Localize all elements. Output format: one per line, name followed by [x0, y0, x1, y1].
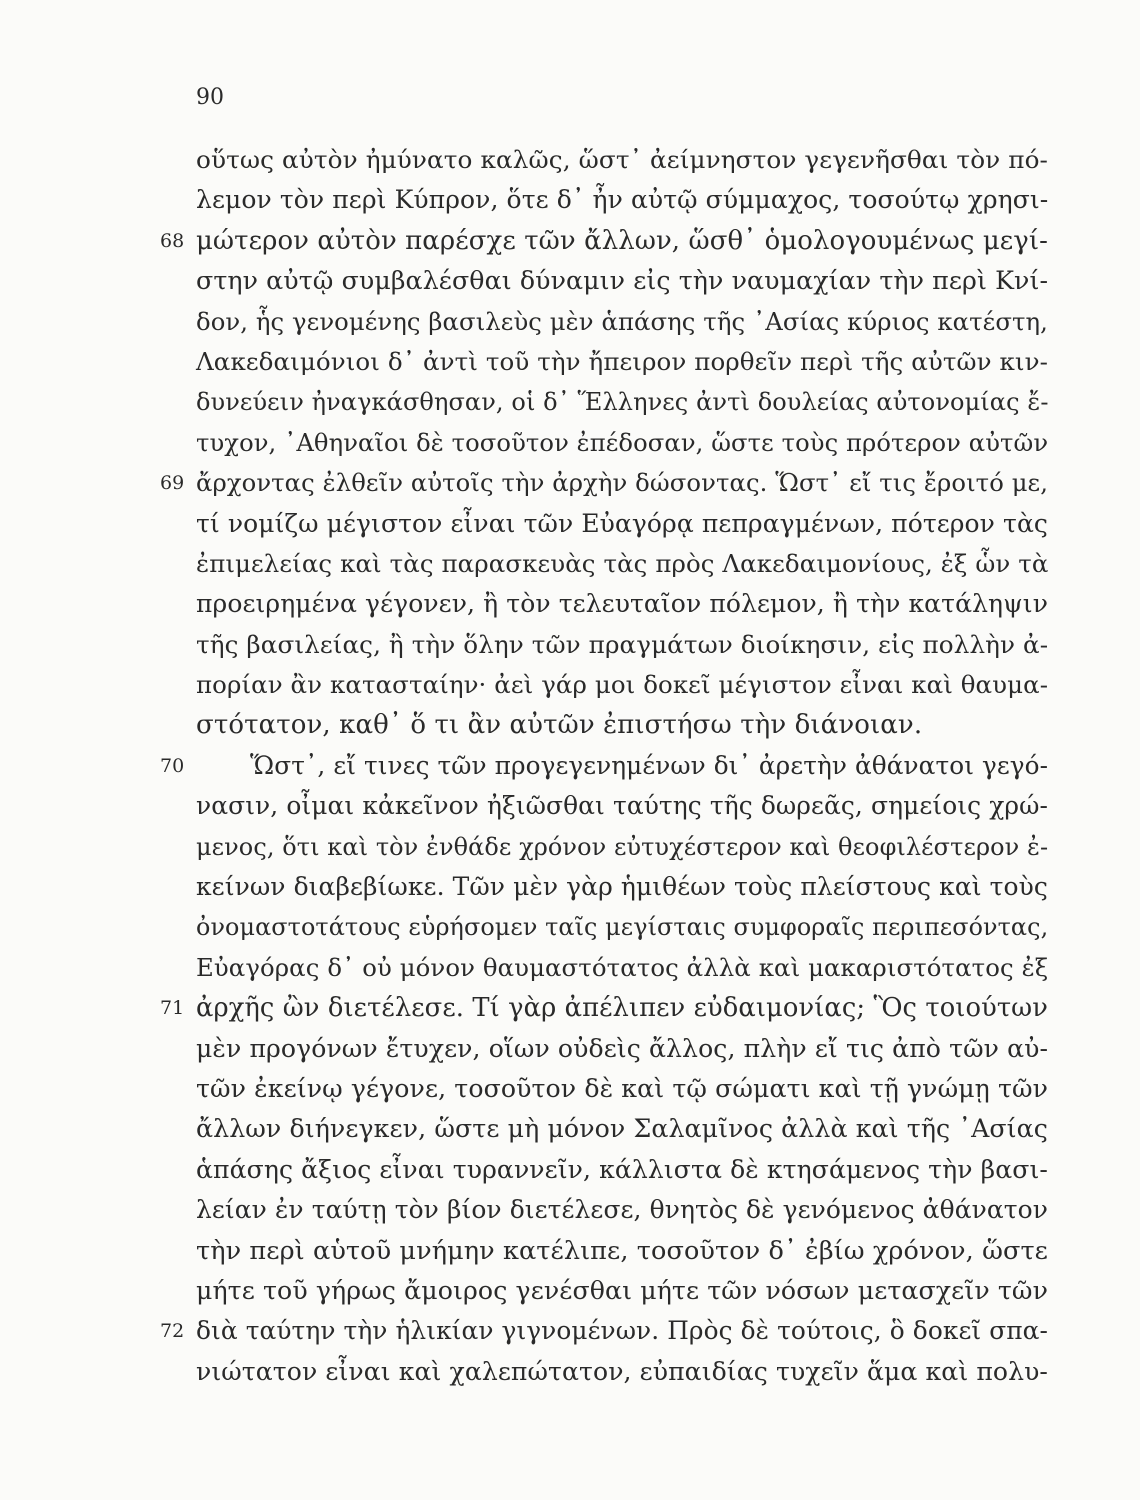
line-text: νασιν, οἶμαι κἀκεῖνον ἠξιῶσθαι ταύτης τῆς δωρεᾶς, σημείοις χρώ- — [196, 791, 1048, 821]
text-line — [196, 705, 1048, 745]
text-line — [196, 1231, 1048, 1271]
text-line — [196, 1271, 1048, 1311]
line-text: μώτερον αὐτὸν παρέσχε τῶν ἄλλων, ὥσθ᾽ ὁμολογουμένως μεγί- — [196, 225, 1048, 256]
text-line — [196, 867, 1048, 907]
line-text: Ὥστ᾽, εἴ τινες τῶν προγεγενημένων δι᾽ ἀρετὴν ἀθάνατοι γεγό- — [250, 750, 1049, 780]
section-number: 72 — [160, 1320, 185, 1343]
text-line — [196, 504, 1048, 544]
text-line — [196, 584, 1048, 624]
line-text: μὲν προγόνων ἔτυχεν, οἵων οὐδεὶς ἄλλος, πλὴν εἴ τις ἀπὸ τῶν αὐ- — [196, 1033, 1049, 1063]
text-line — [160, 463, 1049, 503]
section-number: 68 — [160, 229, 185, 252]
text-line — [196, 423, 1048, 463]
text-line — [196, 907, 1048, 947]
line-text: τυχον, ᾽Αθηναῖοι δὲ τοσοῦτον ἐπέδοσαν, ὥστε τοὺς πρότερον αὐτῶν — [196, 428, 1049, 457]
text-line — [196, 786, 1048, 826]
line-text: μενος, ὅτι καὶ τὸν ἐνθάδε χρόνον εὐτυχέστερον καὶ θεοφιλέστερον ἐ- — [196, 832, 1049, 861]
section-number: 71 — [160, 997, 185, 1020]
line-text: ἁπάσης ἄξιος εἶναι τυραννεῖν, κάλλιστα δὲ κτησάμενος τὴν βασι- — [196, 1154, 1048, 1184]
line-text: μήτε τοῦ γήρως ἄμοιρος γενέσθαι μήτε τῶν νόσων μετασχεῖν τῶν — [196, 1275, 1048, 1305]
text-line — [196, 625, 1048, 665]
line-text: πορίαν ἂν κατασταίην· ἀεὶ γάρ μοι δοκεῖ μέγιστον εἶναι καὶ θαυμα- — [196, 670, 1049, 700]
line-text: τῆς βασιλείας, ἢ τὴν ὅλην τῶν πραγμάτων διοίκησιν, εἰς πολλὴν ἀ- — [196, 629, 1049, 659]
line-text: τῶν ἐκείνῳ γέγονε, τοσοῦτον δὲ καὶ τῷ σώματι καὶ τῇ γνώμῃ τῶν — [196, 1073, 1048, 1103]
text-line — [196, 342, 1048, 382]
line-text: ἄλλων διήνεγκεν, ὥστε μὴ μόνον Σαλαμῖνος ἀλλὰ καὶ τῆς ᾽Ασίας — [196, 1114, 1048, 1144]
line-text: λείαν ἐν ταύτῃ τὸν βίον διετέλεσε, θνητὸς δὲ γενόμενος ἀθάνατον — [196, 1195, 1048, 1225]
text-line — [160, 746, 1049, 786]
line-text: ὀνομαστοτάτους εὑρήσομεν ταῖς μεγίσταις συμφοραῖς περιπεσόντας, — [196, 913, 1049, 942]
text-line — [196, 1109, 1048, 1149]
line-text: λεμον τὸν περὶ Κύπρον, ὅτε δ᾽ ἦν αὐτῷ σύμμαχος, τοσούτῳ χρησι- — [196, 185, 1049, 215]
text-line — [196, 1352, 1048, 1392]
text-line — [196, 665, 1048, 705]
text-line — [196, 544, 1048, 584]
text-line — [196, 1029, 1048, 1069]
text-line — [196, 827, 1048, 867]
text-line — [196, 1190, 1048, 1230]
line-text: κείνων διαβεβίωκε. Τῶν μὲν γὰρ ἡμιθέων τοὺς πλείστους καὶ τοὺς — [196, 872, 1048, 902]
text-line — [196, 1150, 1048, 1190]
text-line — [160, 1311, 1048, 1351]
line-text: ἄρχοντας ἐλθεῖν αὐτοῖς τὴν ἀρχὴν δώσοντας. Ὥστ᾽ εἴ τις ἔροιτό με, — [196, 468, 1049, 498]
section-number: 70 — [160, 754, 185, 777]
line-text: Εὐαγόρας δ᾽ οὐ μόνον θαυμαστότατος ἀλλὰ καὶ μακαριστότατος ἐξ — [196, 952, 1049, 982]
text-line — [196, 382, 1048, 422]
line-text: δυνεύειν ἠναγκάσθησαν, οἱ δ᾽ Ἕλληνες ἀντὶ δουλείας αὐτονομίας ἔ- — [196, 388, 1049, 417]
text-line — [196, 948, 1048, 988]
line-text: ἀρχῆς ὢν διετέλεσε. Τί γὰρ ἀπέλιπεν εὐδαιμονίας; Ὃς τοιούτων — [196, 993, 1048, 1024]
line-text: οὕτως αὐτὸν ἠμύνατο καλῶς, ὥστ᾽ ἀείμνηστον γεγενῆσθαι τὸν πό- — [196, 145, 1048, 174]
text-line — [196, 302, 1048, 342]
text-line — [196, 261, 1048, 301]
line-text: δον, ἧς γενομένης βασιλεὺς μὲν ἁπάσης τῆς ᾽Ασίας κύριος κατέστη, — [196, 306, 1048, 336]
text-line — [196, 180, 1048, 220]
line-text: στην αὐτῷ συμβαλέσθαι δύναμιν εἰς τὴν ναυμαχίαν τὴν περὶ Κνί- — [196, 266, 1049, 296]
line-text: νιώτατον εἶναι καὶ χαλεπώτατον, εὐπαιδίας τυχεῖν ἅμα καὶ πολυ- — [196, 1356, 1048, 1386]
section-number: 69 — [160, 472, 185, 495]
line-text: διὰ ταύτην τὴν ἡλικίαν γιγνομένων. Πρὸς δὲ τούτοις, ὃ δοκεῖ σπα- — [196, 1316, 1048, 1346]
text-line — [160, 988, 1048, 1028]
line-text: ἐπιμελείας καὶ τὰς παρασκευὰς τὰς πρὸς Λακεδαιμονίους, ἐξ ὧν τὰ — [196, 548, 1049, 578]
line-text: τὴν περὶ αὑτοῦ μνήμην κατέλιπε, τοσοῦτον δ᾽ ἐβίω χρόνον, ὥστε — [196, 1235, 1048, 1266]
line-text: Λακεδαιμόνιοι δ᾽ ἀντὶ τοῦ τὴν ἤπειρον πορθεῖν περὶ τῆς αὐτῶν κιν- — [196, 346, 1049, 376]
page-number: 90 — [196, 85, 224, 110]
text-line — [196, 140, 1048, 180]
text-line — [160, 221, 1048, 261]
line-text: τί νομίζω μέγιστον εἶναι τῶν Εὐαγόρᾳ πεπραγμένων, πότερον τὰς — [196, 508, 1048, 538]
greek-text-body — [160, 140, 1049, 1392]
line-text: στότατον, καθ᾽ ὅ τι ἂν αὐτῶν ἐπιστήσω τὴν διάνοιαν. — [196, 710, 923, 741]
line-text: προειρημένα γέγονεν, ἢ τὸν τελευταῖον πόλεμον, ἢ τὴν κατάληψιν — [196, 589, 1048, 619]
text-line — [196, 1069, 1048, 1109]
